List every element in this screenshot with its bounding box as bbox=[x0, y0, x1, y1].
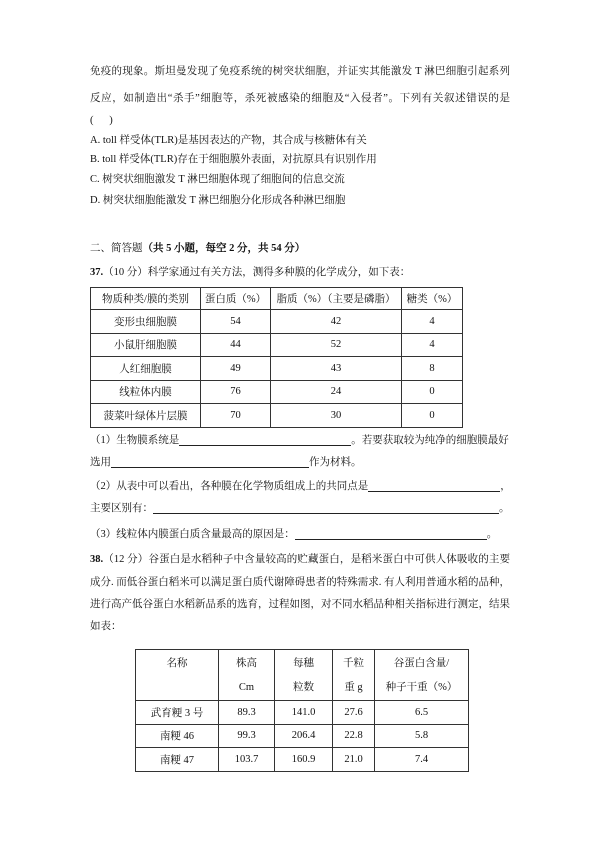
question-stem-text: （12 分）谷蛋白是水稻种子中含量较高的贮藏蛋白，是稻米蛋白中可供人体吸收的主要 bbox=[103, 554, 510, 565]
lipid-percent-cell: 24 bbox=[271, 380, 402, 404]
protein-percent-cell: 44 bbox=[201, 333, 271, 357]
question-37-part-2-line-1 bbox=[90, 479, 511, 495]
sugar-percent-cell: 0 bbox=[402, 404, 463, 428]
answer-blank bbox=[153, 501, 499, 514]
membrane-composition-table bbox=[90, 287, 463, 428]
option-letter: C. bbox=[90, 174, 100, 185]
part-text: （2）从表中可以看出，各种膜在化学物质组成上的共同点是 bbox=[90, 481, 369, 492]
option-d bbox=[90, 193, 345, 209]
question-stem-line: 反应，如制造出“杀手”细胞等，杀死被感染的细胞及“入侵者”。下列有关叙述错误的是 bbox=[90, 93, 510, 104]
section-heading bbox=[90, 241, 305, 257]
question-stem-line: 免疫的现象。斯坦曼发现了免疫系统的树突状细胞，并证实其能激发 T 淋巴细胞引起系列 bbox=[90, 66, 510, 77]
sugar-percent-cell: 4 bbox=[402, 310, 463, 334]
header-line: 谷蛋白含量/ bbox=[393, 658, 450, 669]
column-header-plant-height bbox=[219, 650, 275, 701]
answer-blank bbox=[295, 527, 487, 540]
sugar-percent-cell: 4 bbox=[402, 333, 463, 357]
answer-blank bbox=[368, 479, 500, 492]
question-number: 38. bbox=[90, 554, 104, 565]
question-37-part-1-line-2 bbox=[90, 455, 362, 471]
part-text: 。 bbox=[499, 503, 510, 514]
column-header-name bbox=[136, 650, 219, 701]
header-line: Cm bbox=[238, 682, 255, 693]
part-text: 选用 bbox=[90, 457, 111, 468]
rice-variety-table bbox=[135, 649, 469, 772]
table-row bbox=[136, 748, 469, 772]
glutelin-content-cell: 6.5 bbox=[375, 701, 469, 725]
table-row bbox=[91, 310, 463, 334]
header-line: 种子干重（%） bbox=[385, 682, 458, 693]
thousand-grain-weight-cell: 21.0 bbox=[333, 748, 375, 772]
option-letter: A. bbox=[90, 135, 101, 146]
option-text: toll 样受体(TLR)是基因表达的产物，其合成与核糖体有关 bbox=[102, 135, 367, 146]
answer-blank bbox=[179, 433, 351, 446]
option-text: 树突状细胞激发 T 淋巴细胞体现了细胞间的信息交流 bbox=[102, 174, 345, 185]
grains-per-panicle-cell: 206.4 bbox=[275, 724, 333, 748]
question-38-stem-line: 进行高产低谷蛋白水稻新品系的选育，过程如图，对不同水稻品种相关指标进行测定，结果 bbox=[90, 599, 510, 610]
membrane-type-cell: 小鼠肝细胞膜 bbox=[91, 333, 201, 357]
option-letter: B. bbox=[90, 154, 100, 165]
variety-name-cell: 南粳 46 bbox=[136, 724, 219, 748]
header-line: 千粒 bbox=[343, 658, 364, 669]
table-header-row bbox=[136, 650, 469, 701]
header-line: 名称 bbox=[166, 658, 188, 669]
part-text: （3）线粒体内膜蛋白质含量最高的原因是： bbox=[90, 529, 295, 540]
table-row bbox=[91, 333, 463, 357]
section-title: 二、简答题 bbox=[90, 243, 143, 254]
part-text: 。若要获取较为纯净的细胞膜最好 bbox=[351, 435, 509, 446]
plant-height-cell: 99.3 bbox=[219, 724, 275, 748]
table-row bbox=[91, 404, 463, 428]
header-line: 粒数 bbox=[293, 682, 314, 693]
thousand-grain-weight-cell: 22.8 bbox=[333, 724, 375, 748]
question-37-part-2-line-2 bbox=[90, 501, 510, 517]
glutelin-content-cell: 5.8 bbox=[375, 724, 469, 748]
option-a bbox=[90, 133, 367, 149]
part-text: ， bbox=[500, 481, 511, 492]
protein-percent-cell: 70 bbox=[201, 404, 271, 428]
answer-parentheses: ( ) bbox=[90, 115, 113, 126]
plant-height-cell: 89.3 bbox=[219, 701, 275, 725]
header-line: 重 g bbox=[344, 682, 363, 693]
question-stem-text: （10 分）科学家通过有关方法，测得多种膜的化学成分，如下表： bbox=[103, 267, 411, 278]
membrane-type-cell: 变形虫细胞膜 bbox=[91, 310, 201, 334]
table-row bbox=[136, 724, 469, 748]
lipid-percent-cell: 43 bbox=[271, 357, 402, 381]
option-c bbox=[90, 172, 345, 188]
column-header-lipid: 脂质（%）（主要是磷脂） bbox=[271, 288, 402, 310]
protein-percent-cell: 49 bbox=[201, 357, 271, 381]
column-header-sugar: 糖类（%） bbox=[402, 288, 463, 310]
part-text: 作为材料。 bbox=[309, 457, 362, 468]
lipid-percent-cell: 52 bbox=[271, 333, 402, 357]
question-38-stem-line: 成分. 而低谷蛋白稻米可以满足蛋白质代谢障碍患者的特殊需求. 有人利用普通水稻的品种， bbox=[90, 577, 510, 588]
question-37-stem bbox=[90, 265, 410, 281]
question-38-stem-line: 如表： bbox=[90, 621, 122, 632]
answer-blank bbox=[111, 455, 309, 468]
grains-per-panicle-cell: 141.0 bbox=[275, 701, 333, 725]
variety-name-cell: 南粳 47 bbox=[136, 748, 219, 772]
grains-per-panicle-cell: 160.9 bbox=[275, 748, 333, 772]
header-line: 株高 bbox=[236, 658, 257, 669]
membrane-type-cell: 线粒体内膜 bbox=[91, 380, 201, 404]
option-letter: D. bbox=[90, 195, 101, 206]
column-header-glutelin-content bbox=[375, 650, 469, 701]
thousand-grain-weight-cell: 27.6 bbox=[333, 701, 375, 725]
protein-percent-cell: 76 bbox=[201, 380, 271, 404]
column-header-membrane-type: 物质种类/膜的类别 bbox=[91, 288, 201, 310]
option-b bbox=[90, 152, 377, 168]
part-text: 主要区别有： bbox=[90, 503, 153, 514]
column-header-protein: 蛋白质（%） bbox=[201, 288, 271, 310]
glutelin-content-cell: 7.4 bbox=[375, 748, 469, 772]
question-number: 37. bbox=[90, 267, 104, 278]
membrane-type-cell: 人红细胞膜 bbox=[91, 357, 201, 381]
plant-height-cell: 103.7 bbox=[219, 748, 275, 772]
lipid-percent-cell: 30 bbox=[271, 404, 402, 428]
table-row bbox=[91, 380, 463, 404]
header-line: 每穗 bbox=[293, 658, 314, 669]
part-text: （1）生物膜系统是 bbox=[90, 435, 180, 446]
question-38-stem-line bbox=[90, 552, 510, 568]
membrane-type-cell: 菠菜叶绿体片层膜 bbox=[91, 404, 201, 428]
question-37-part-3 bbox=[90, 527, 497, 543]
part-text: 。 bbox=[486, 529, 498, 540]
option-text: toll 样受体(TLR)存在于细胞膜外表面，对抗原具有识别作用 bbox=[102, 154, 377, 165]
variety-name-cell: 武育粳 3 号 bbox=[136, 701, 219, 725]
protein-percent-cell: 54 bbox=[201, 310, 271, 334]
sugar-percent-cell: 0 bbox=[402, 380, 463, 404]
question-37-part-1-line-1 bbox=[90, 433, 509, 449]
option-text: 树突状细胞能激发 T 淋巴细胞分化形成各种淋巴细胞 bbox=[102, 195, 346, 206]
table-row bbox=[136, 701, 469, 725]
table-header-row bbox=[91, 288, 463, 310]
table-row bbox=[91, 357, 463, 381]
sugar-percent-cell: 8 bbox=[402, 357, 463, 381]
lipid-percent-cell: 42 bbox=[271, 310, 402, 334]
column-header-thousand-grain-weight bbox=[333, 650, 375, 701]
column-header-grains-per-panicle bbox=[275, 650, 333, 701]
section-note: （共 5 小题，每空 2 分，共 54 分） bbox=[142, 243, 306, 254]
